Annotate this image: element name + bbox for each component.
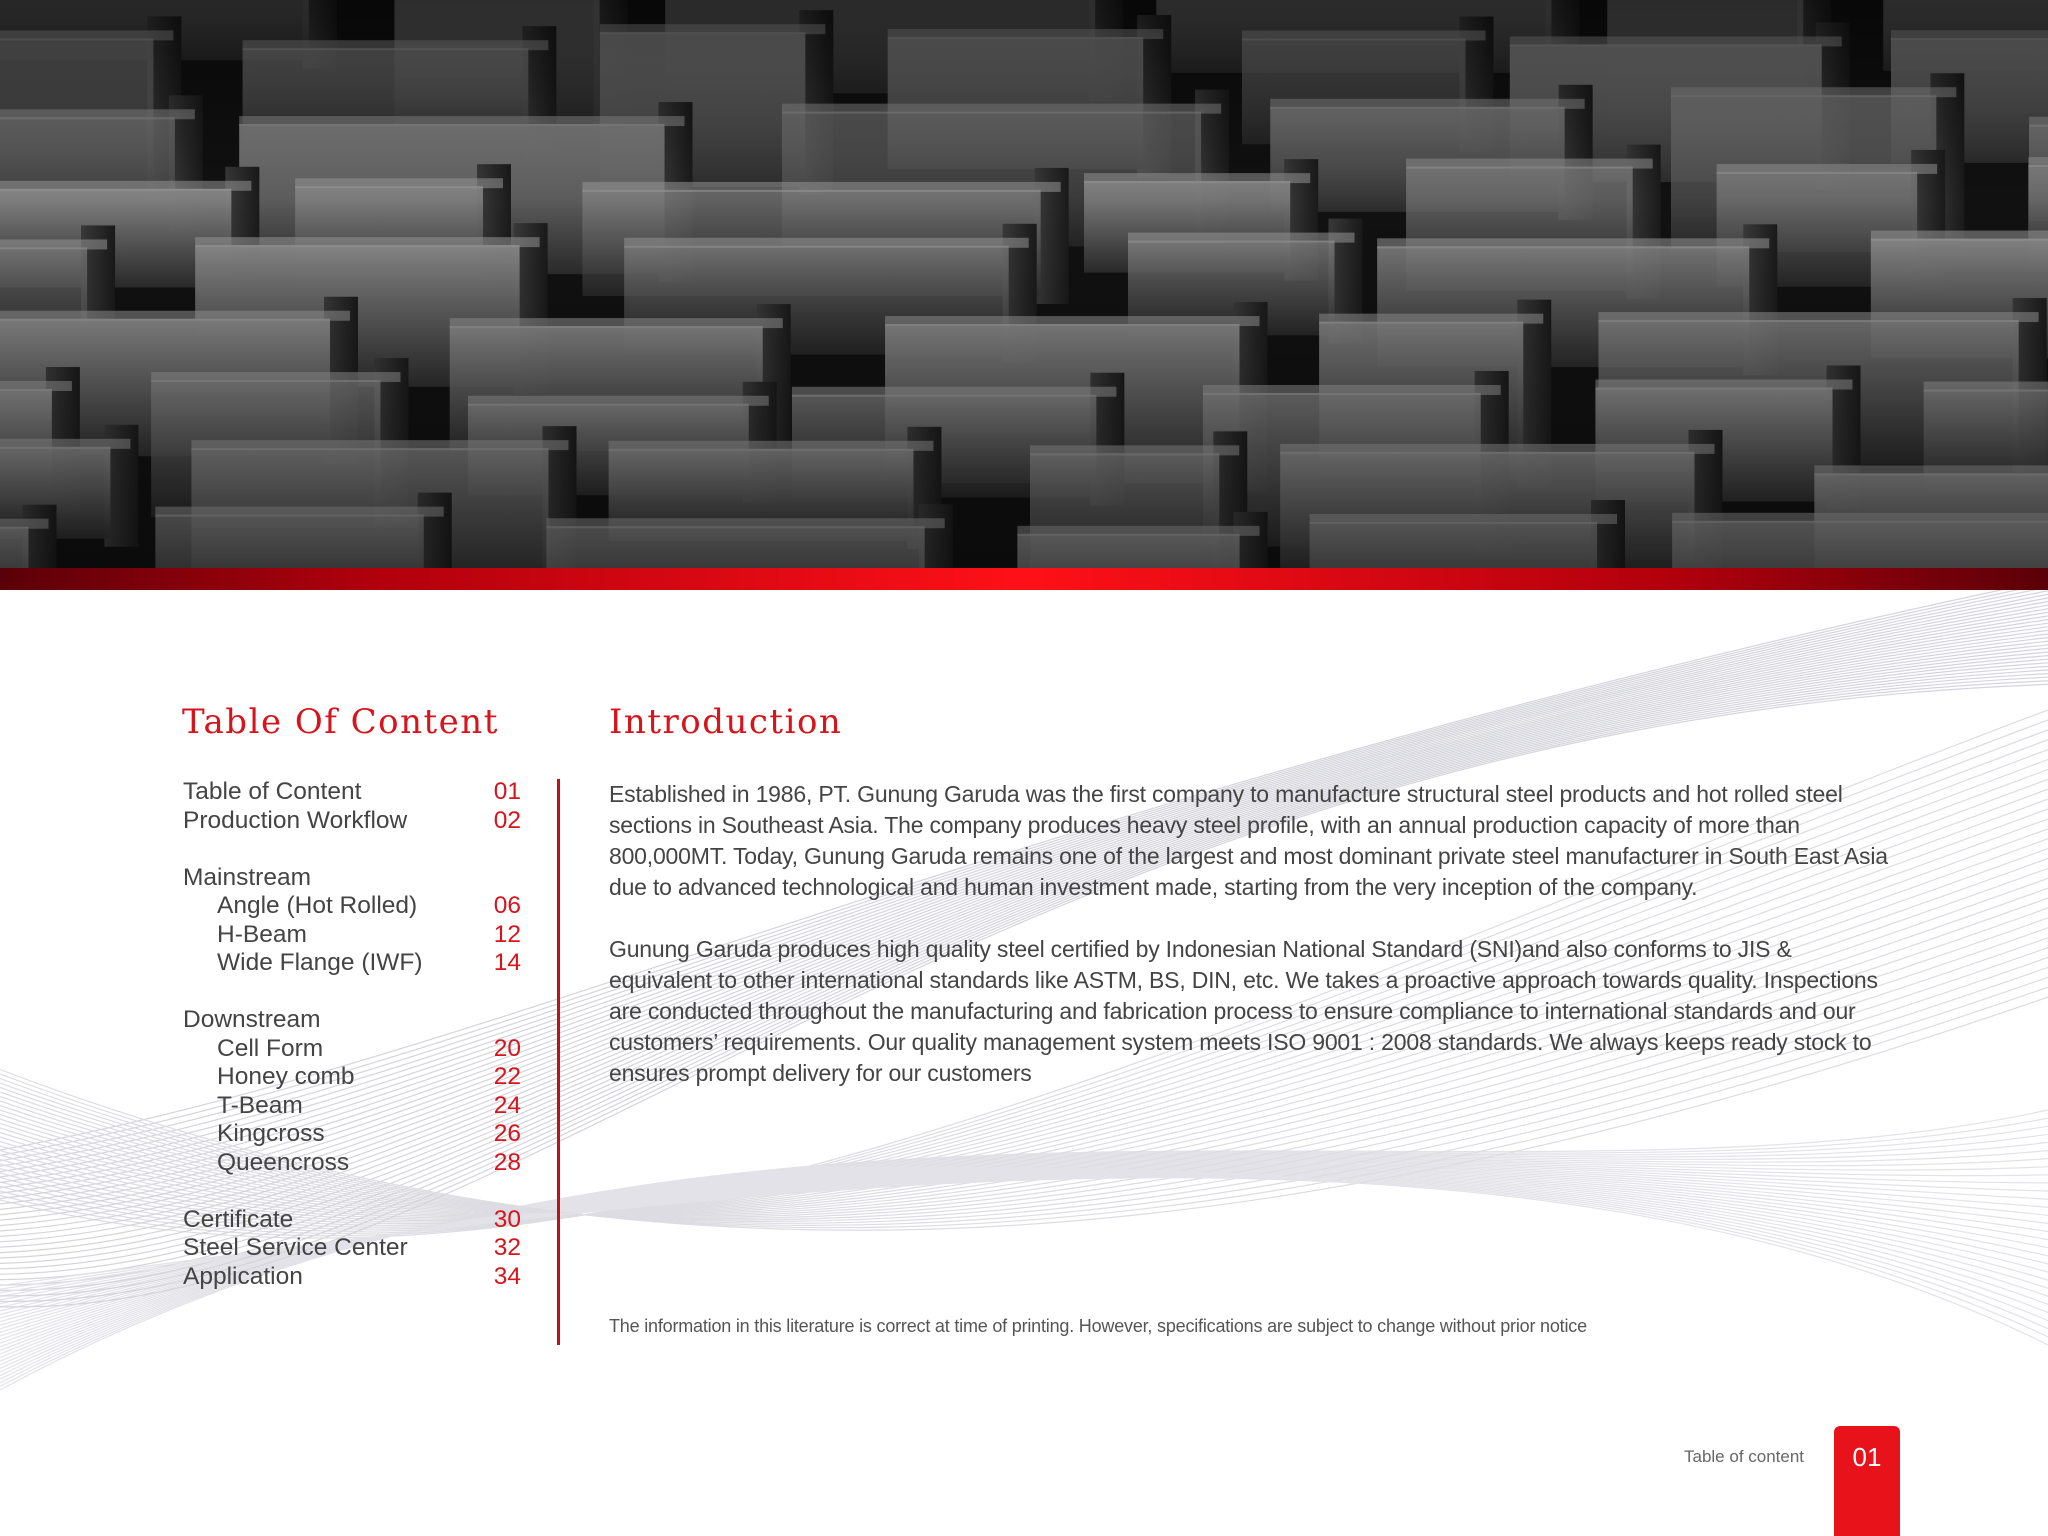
intro-heading: Introduction [609, 702, 843, 742]
toc-item-label: Kingcross [217, 1120, 325, 1147]
toc-item-page: 26 [493, 1120, 521, 1147]
toc-item-page: 28 [493, 1148, 521, 1176]
toc-item-label: Steel Service Center [183, 1234, 408, 1261]
toc-item-label: Table of Content [183, 778, 362, 805]
toc-group-downstream: Downstream [183, 1006, 321, 1033]
toc-item-wide-flange[interactable] [183, 949, 521, 978]
toc-item-steel-service-center[interactable] [183, 1234, 521, 1263]
toc-item-page: 06 [493, 892, 521, 919]
disclaimer: The information in this literature is correct at time of printing. However, specifications are subject to change without prior notice [609, 1316, 1587, 1336]
toc-group-mainstream: Mainstream [183, 863, 311, 891]
toc-item-label: Honey comb [217, 1063, 355, 1090]
page-number-tab: 01 [1834, 1426, 1900, 1536]
toc-item-certificate[interactable] [183, 1206, 521, 1235]
toc-item-label: Queencross [217, 1148, 350, 1176]
hero-red-band [0, 568, 2048, 590]
toc-item-table-of-content[interactable] [183, 778, 521, 807]
toc-item-label: Wide Flange (IWF) [217, 949, 423, 976]
intro-paragraph-2: Gunung Garuda produces high quality steel certified by Indonesian National Standard (SNI)and also conforms to JIS & equivalent to other international standards like ASTM, BS, DIN, etc. We takes a proactive approach towards quality. Inspections are conducted throughout the manufacturing and fabrication process to ensure compliance to international standards and our customers’ requirements. Our quality management system meets ISO 9001 : 2008 standards. We always keeps ready stock to ensures prompt delivery for our customers [609, 936, 1878, 1086]
toc-item-page: 01 [493, 778, 521, 805]
toc-item-page: 14 [493, 949, 521, 976]
toc-item-application[interactable] [183, 1263, 521, 1292]
toc-item-label: H-Beam [217, 920, 307, 948]
toc-item-label: Application [183, 1262, 303, 1290]
column-divider [557, 779, 560, 1345]
toc-item-honey-comb[interactable] [183, 1063, 521, 1092]
toc-heading: Table Of Content [182, 702, 499, 742]
toc-item-production-workflow[interactable] [183, 807, 521, 836]
toc-item-label: Angle (Hot Rolled) [217, 892, 418, 919]
toc-item-page: 20 [493, 1034, 521, 1062]
hero-image [0, 0, 2048, 568]
toc-item-page: 12 [493, 920, 521, 948]
toc-item-t-beam[interactable] [183, 1092, 521, 1121]
steel-beams-illustration [0, 0, 2048, 568]
toc-item-page: 30 [493, 1205, 521, 1233]
toc-item-cell-form[interactable] [183, 1035, 521, 1064]
toc-item-label: Production Workflow [183, 806, 408, 834]
toc-item-angle[interactable] [183, 892, 521, 921]
table-of-contents [183, 778, 521, 1291]
toc-item-h-beam[interactable] [183, 921, 521, 950]
toc-item-page: 22 [493, 1063, 521, 1090]
intro-body [609, 779, 1899, 1089]
toc-item-page: 32 [493, 1234, 521, 1261]
toc-item-page: 34 [493, 1262, 521, 1290]
toc-item-label: T-Beam [217, 1091, 303, 1119]
toc-item-label: Cell Form [217, 1034, 324, 1062]
toc-item-page: 24 [493, 1091, 521, 1119]
intro-paragraph-1: Established in 1986, PT. Gunung Garuda was the first company to manufacture structural steel products and hot rolled steel sections in Southeast Asia. The company produces heavy steel profile, with an annual production capacity of more than 800,000MT. Today, Gunung Garuda remains one of the largest and most dominant private steel manufacturer in South East Asia due to advanced technological and human investment made, starting from the very inception of the company. [609, 781, 1888, 900]
toc-item-kingcross[interactable] [183, 1120, 521, 1149]
toc-item-label: Certificate [183, 1205, 294, 1233]
footer-section-label: Table of content [1684, 1447, 1805, 1466]
toc-item-page: 02 [493, 806, 521, 834]
toc-item-queencross[interactable] [183, 1149, 521, 1178]
